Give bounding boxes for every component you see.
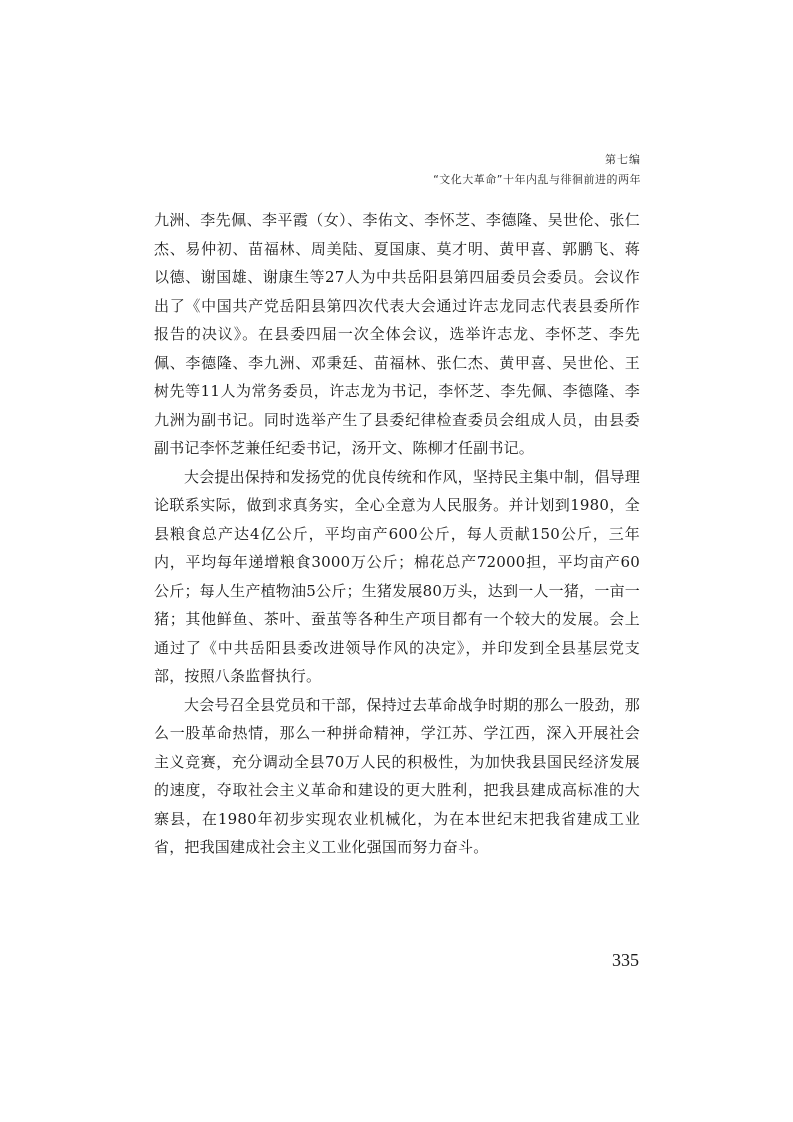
page-number: 335 <box>612 950 639 970</box>
paragraph-continued: 九洲、李先佩、李平霞（女）、李佑文、李怀芝、李德隆、吴世伦、张仁杰、易仲初、苗福林、周美陆、夏国康、莫才明、黄甲喜、郭鹏飞、蒋以德、谢国雄、谢康生等27人为中共岳阳县第四届委员会委员。会议作出了《中国共产党岳阳县第四次代表大会通过许志龙同志代表县委所作报告的决议》。在县委四届一次全体会议，选举许志龙、李怀芝、李先佩、李德隆、李九洲、邓秉廷、苗福林、张仁杰、黄甲喜、吴世伦、王树先等11人为常务委员，许志龙为书记，李怀芝、李先佩、李德隆、李九洲为副书记。同时选举产生了县委纪律检查委员会组成人员，由县委副书记李怀芝兼任纪委书记，汤开文、陈柳才任副书记。 <box>154 211 640 457</box>
paragraph: 大会号召全县党员和干部，保持过去革命战争时期的那么一股劲，那么一股革命热情，那么一种拼命精神，学江苏、学江西，深入开展社会主义竞赛，充分调动全县70万人民的积极性，为加快我县国民经济发展的速度，夺取社会主义革命和建设的更大胜利，把我县建成高标准的大寨县，在1980年初步实现农业机械化，为在本世纪末把我省建成工业省，把我国建成社会主义工业化强国而努力奋斗。 <box>154 695 641 856</box>
running-header <box>433 150 641 190</box>
part-title: 第七编 <box>605 153 641 166</box>
paragraph: 大会提出保持和发扬党的优良传统和作风，坚持民主集中制，倡导理论联系实际，做到求真务实，全心全意为人民服务。并计划到1980，全县粮食总产达4亿公斤，平均亩产600公斤，每人贡献150公斤，三年内，平均每年递增粮食3000万公斤；棉花总产72000担，平均亩产60公斤；每人生产植物油5公斤；生猪发展80万头，达到一人一猪，一亩一猪；其他鲜鱼、茶叶、蚕茧等各种生产项目都有一个较大的发展。会上通过了《中共岳阳县委改进领导作风的决定》，并印发到全县基层党支部，按照八条监督执行。 <box>154 467 641 685</box>
part-subtitle: “文化大革命”十年内乱与徘徊前进的两年 <box>433 173 641 186</box>
body-text <box>154 206 640 862</box>
